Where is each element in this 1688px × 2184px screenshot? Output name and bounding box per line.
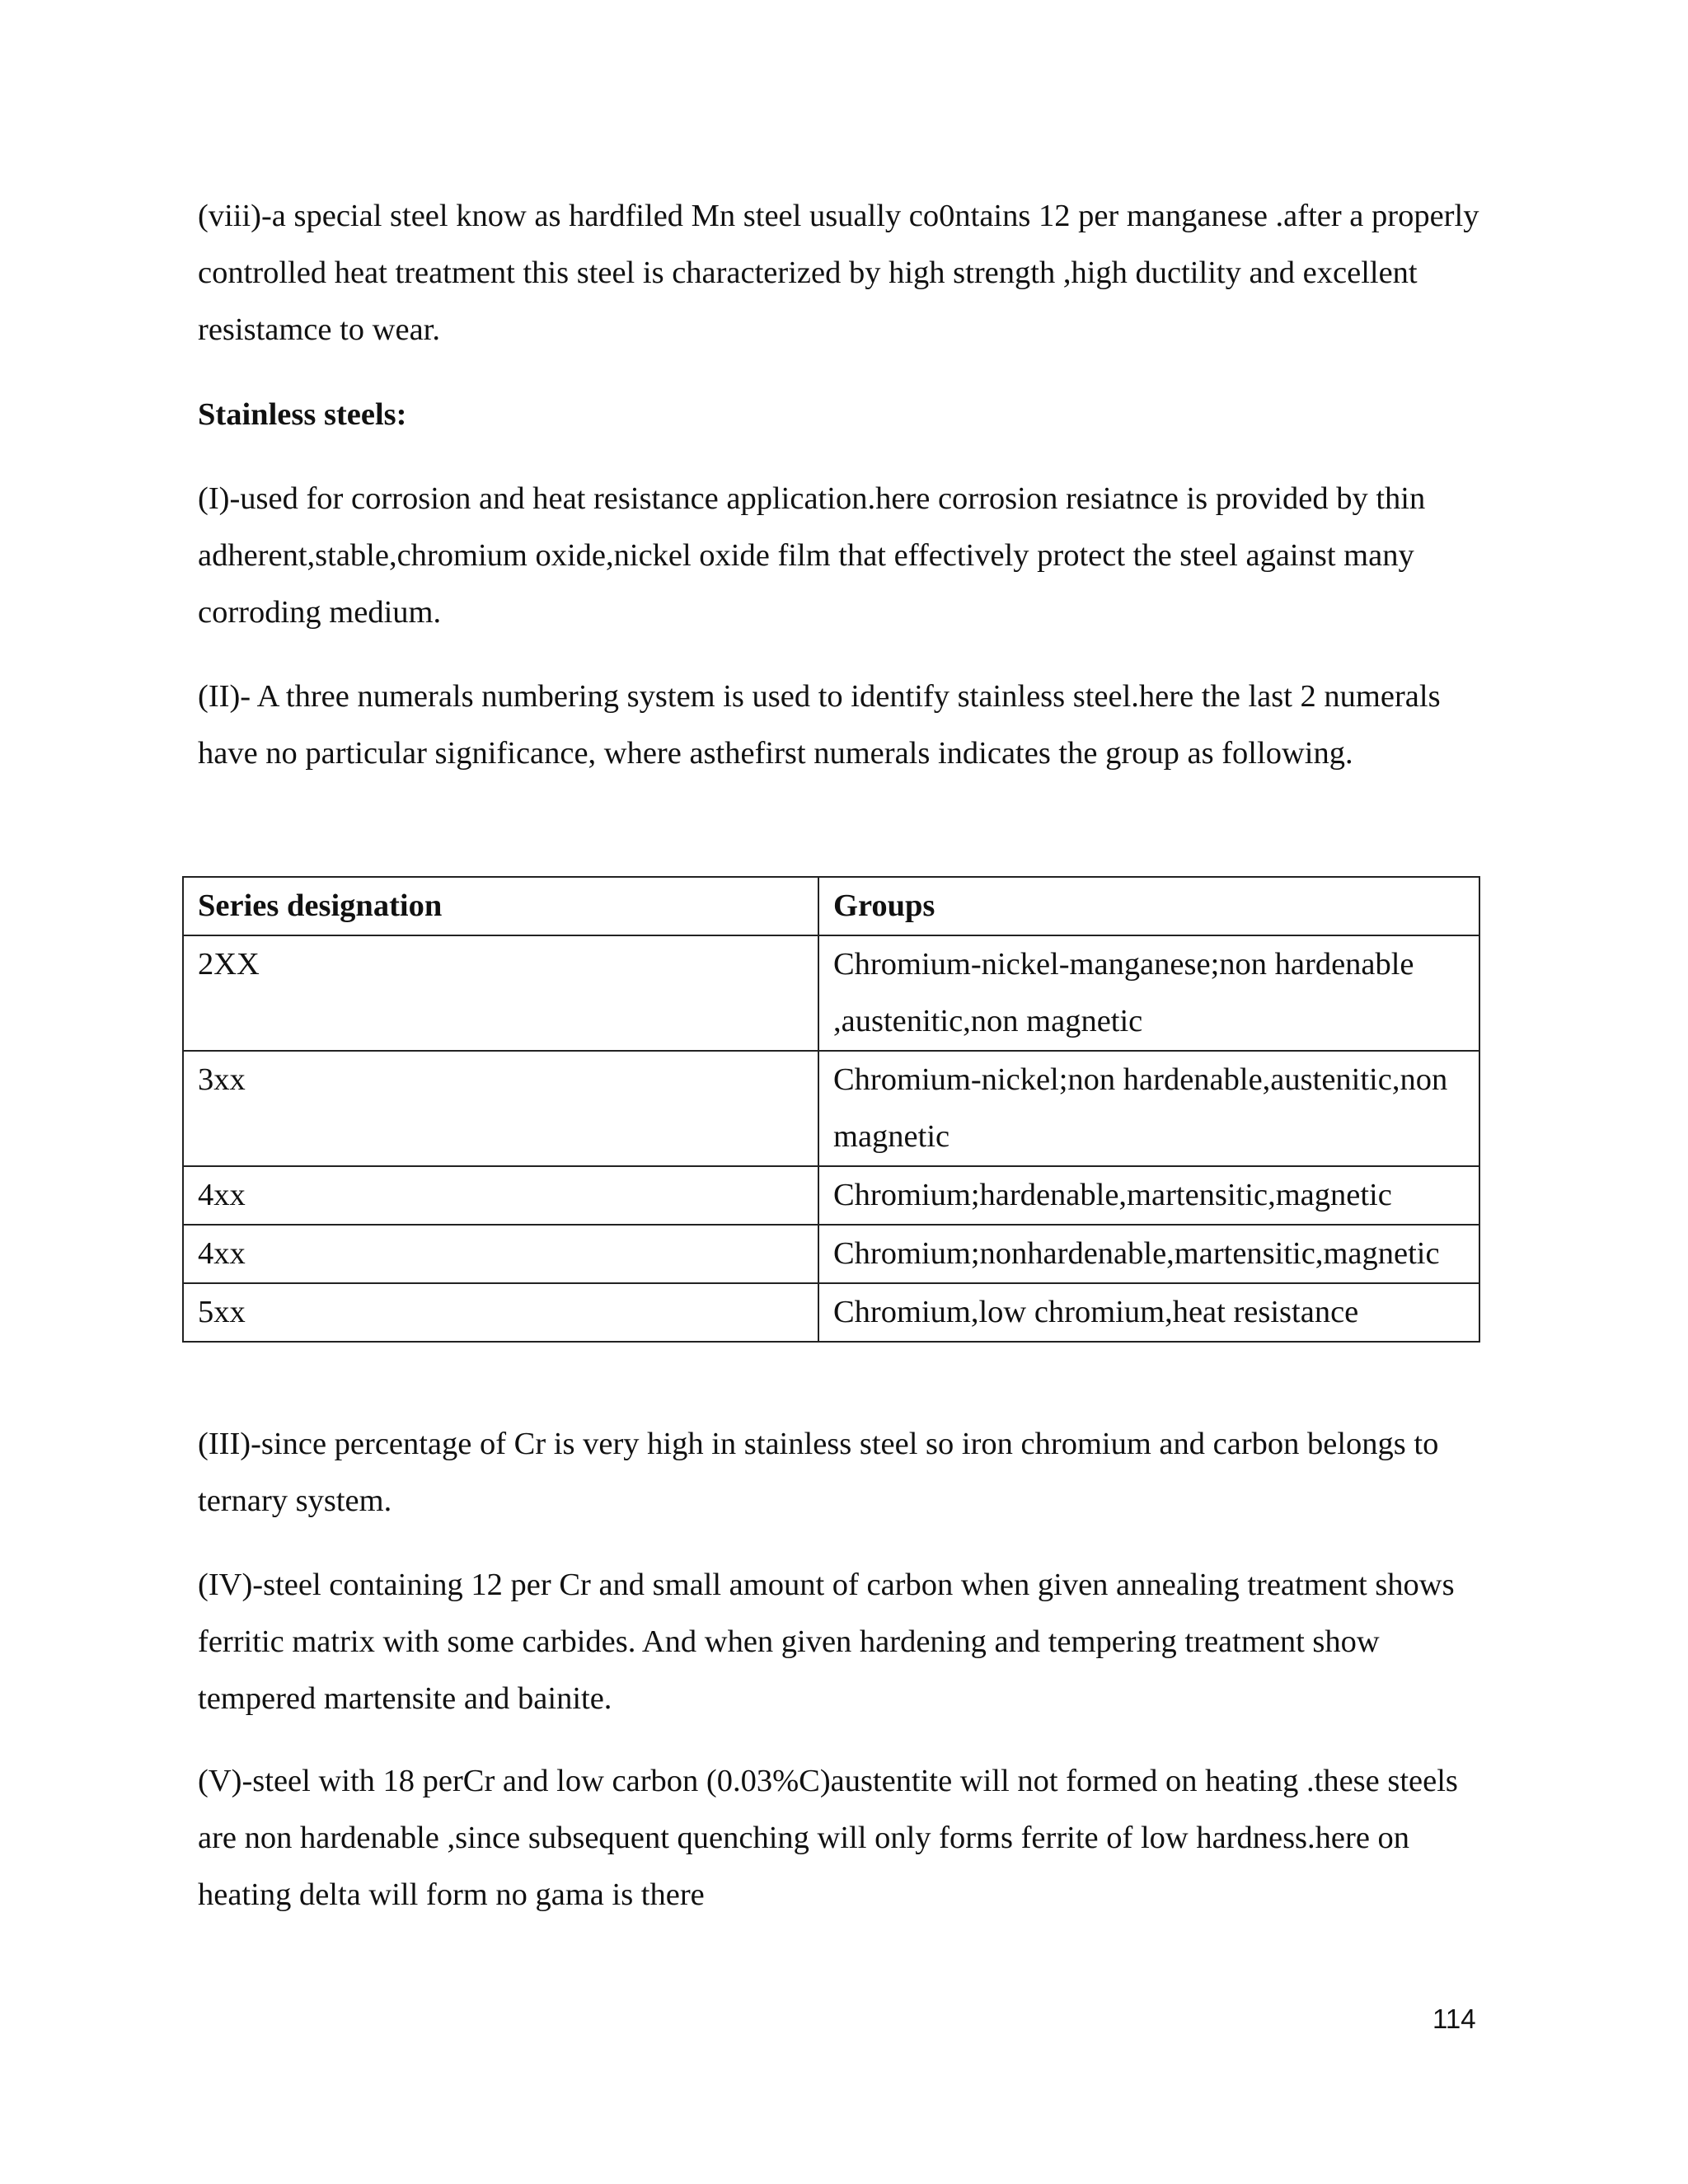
series-cell: 2XX bbox=[183, 935, 818, 1051]
series-cell: 3xx bbox=[183, 1051, 818, 1166]
table-row bbox=[183, 1051, 1479, 1166]
series-cell: 5xx bbox=[183, 1283, 818, 1342]
series-cell: 4xx bbox=[183, 1166, 818, 1225]
group-cell: Chromium-nickel-manganese;non hardenable ,austenitic,non magnetic bbox=[818, 935, 1479, 1051]
header-series-designation: Series designation bbox=[183, 877, 818, 935]
paragraph-viii: (viii)-a special steel know as hardfiled Mn steel usually co0ntains 12 per manganese .after a properly controlled heat treatment this steel is characterized by high strength ,high ductility and excellent resistamce to wear. bbox=[198, 199, 1479, 347]
group-cell: Chromium,low chromium,heat resistance bbox=[818, 1283, 1479, 1342]
header-groups: Groups bbox=[818, 877, 1479, 935]
table-row bbox=[183, 1225, 1479, 1283]
paragraph-iv: (IV)-steel containing 12 per Cr and small amount of carbon when given annealing treatment shows ferritic matrix with some carbides. And when given hardening and tempering treatment show tempered martensite and bainite. bbox=[198, 1568, 1455, 1716]
table-header-row bbox=[183, 877, 1479, 935]
page-number: 114 bbox=[1432, 2004, 1476, 2034]
stainless-steel-series-table bbox=[182, 876, 1480, 1343]
group-cell: Chromium-nickel;non hardenable,austenitic,non magnetic bbox=[818, 1051, 1479, 1166]
paragraph-ii: (II)- A three numerals numbering system is used to identify stainless steel.here the last 2 numerals have no particular significance, where asthefirst numerals indicates the group as following. bbox=[198, 679, 1441, 771]
section-heading-stainless-steels: Stainless steels: bbox=[198, 397, 407, 432]
paragraph-i: (I)-used for corrosion and heat resistance application.here corrosion resiatnce is provided by thin adherent,stable,chromium oxide,nickel oxide film that effectively protect the steel against many corroding medium. bbox=[198, 481, 1426, 630]
series-cell: 4xx bbox=[183, 1225, 818, 1283]
group-cell: Chromium;hardenable,martensitic,magnetic bbox=[818, 1166, 1479, 1225]
table-row bbox=[183, 1283, 1479, 1342]
table-row bbox=[183, 1166, 1479, 1225]
paragraph-iii: (III)-since percentage of Cr is very high in stainless steel so iron chromium and carbon belongs to ternary system. bbox=[198, 1427, 1439, 1518]
group-cell: Chromium;nonhardenable,martensitic,magnetic bbox=[818, 1225, 1479, 1283]
table-row bbox=[183, 935, 1479, 1051]
paragraph-v: (V)-steel with 18 perCr and low carbon (0.03%C)austentite will not formed on heating .these steels are non hardenable ,since subsequent quenching will only forms ferrite of low hardness.here on heating delta will form no gama is there bbox=[198, 1764, 1458, 1912]
